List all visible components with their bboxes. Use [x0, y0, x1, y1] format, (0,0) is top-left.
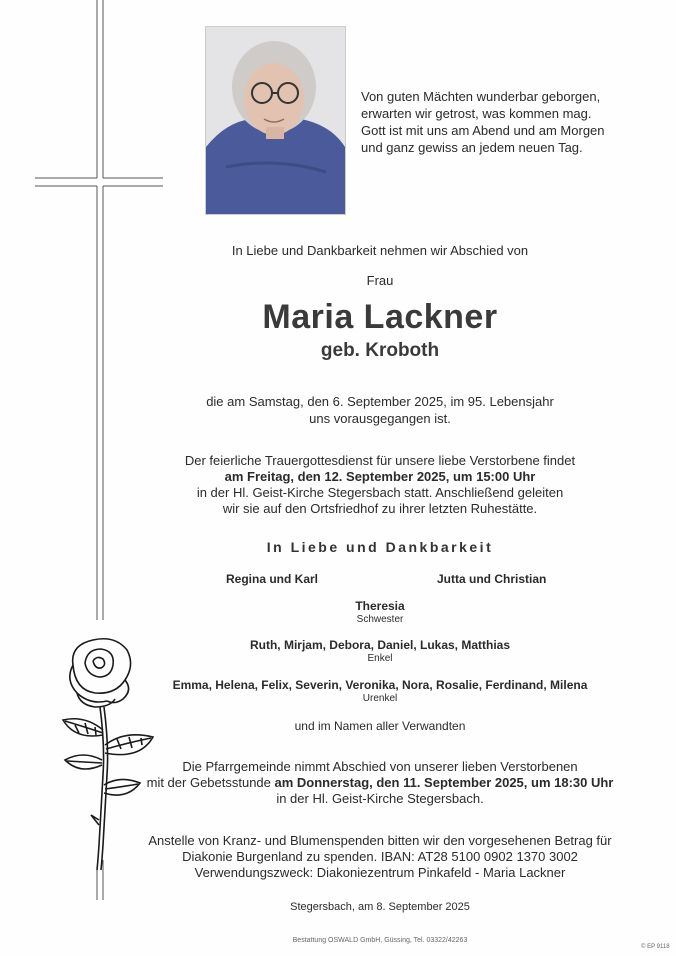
rose-icon: [55, 635, 165, 875]
place-date: Stegersbach, am 8. September 2025: [290, 901, 470, 913]
great-grandchildren-role: Urenkel: [362, 693, 398, 704]
mourner-couple-right: Jutta und Christian: [437, 572, 547, 586]
poem-line: Von guten Mächten wunderbar geborgen,: [361, 89, 601, 104]
poem: [361, 88, 661, 156]
salutation: Frau: [366, 273, 394, 288]
parish-line-1: Die Pfarrgemeinde nimmt Abschied von unserer lieben Verstorbenen: [182, 759, 578, 774]
deceased-name: Maria Lackner: [262, 298, 498, 336]
parish-line-2: [80, 774, 676, 791]
service-line-4: wir sie auf den Ortsfriedhof zu ihrer letzten Ruhestätte.: [222, 501, 538, 516]
intro-text: In Liebe und Dankbarkeit nehmen wir Abschied von: [231, 243, 529, 258]
donation-line-1: Anstelle von Kranz- und Blumenspenden bitten wir den vorgesehenen Betrag für: [148, 833, 612, 848]
donation-line-2: Diakonie Burgenland zu spenden. IBAN: AT28 5100 0902 1370 3002: [182, 849, 578, 864]
funeral-home-footer: Bestattung OSWALD GmbH, Güssing, Tel. 03322/42263: [292, 937, 468, 944]
portrait-photo: [205, 26, 346, 215]
mourner-couple-left: Regina und Karl: [226, 572, 319, 586]
maiden-name: geb. Kroboth: [320, 340, 440, 361]
parish-line-3: in der Hl. Geist-Kirche Stegersbach.: [276, 791, 484, 806]
poem-line: und ganz gewiss an jedem neuen Tag.: [361, 140, 583, 155]
document-code: © EP 9118: [641, 944, 670, 950]
poem-line: Gott ist mit uns am Abend und am Morgen: [361, 123, 605, 138]
service-line-2: am Freitag, den 12. September 2025, um 15:00 Uhr: [224, 469, 536, 484]
parish-line-2-bold: am Donnerstag, den 11. September 2025, um 18:30 Uhr: [274, 775, 614, 790]
death-line-2: uns vorausgegangen ist.: [309, 411, 451, 426]
poem-line: erwarten wir getrost, was kommen mag.: [361, 106, 592, 121]
donation-line-3: Verwendungszweck: Diakoniezentrum Pinkafeld - Maria Lackner: [194, 865, 566, 880]
grandchildren-names: Ruth, Mirjam, Debora, Daniel, Lukas, Matthias: [249, 638, 511, 652]
parish-line-2-prefix: mit der Gebetsstunde: [146, 775, 275, 790]
service-line-3: in der Hl. Geist-Kirche Stegersbach statt. Anschließend geleiten: [196, 485, 564, 500]
death-line-1: die am Samstag, den 6. September 2025, im 95. Lebensjahr: [206, 394, 554, 409]
grandchildren-role: Enkel: [367, 653, 393, 664]
sister-name: Theresia: [355, 599, 405, 613]
mourners-heading: In Liebe und Dankbarkeit: [266, 539, 494, 555]
relatives-line: und im Namen aller Verwandten: [294, 719, 466, 733]
sister-role: Schwester: [356, 614, 404, 625]
great-grandchildren-names: Emma, Helena, Felix, Severin, Veronika, Nora, Rosalie, Ferdinand, Milena: [172, 678, 588, 692]
service-line-1: Der feierliche Trauergottesdienst für unsere liebe Verstorbene findet: [184, 453, 576, 468]
